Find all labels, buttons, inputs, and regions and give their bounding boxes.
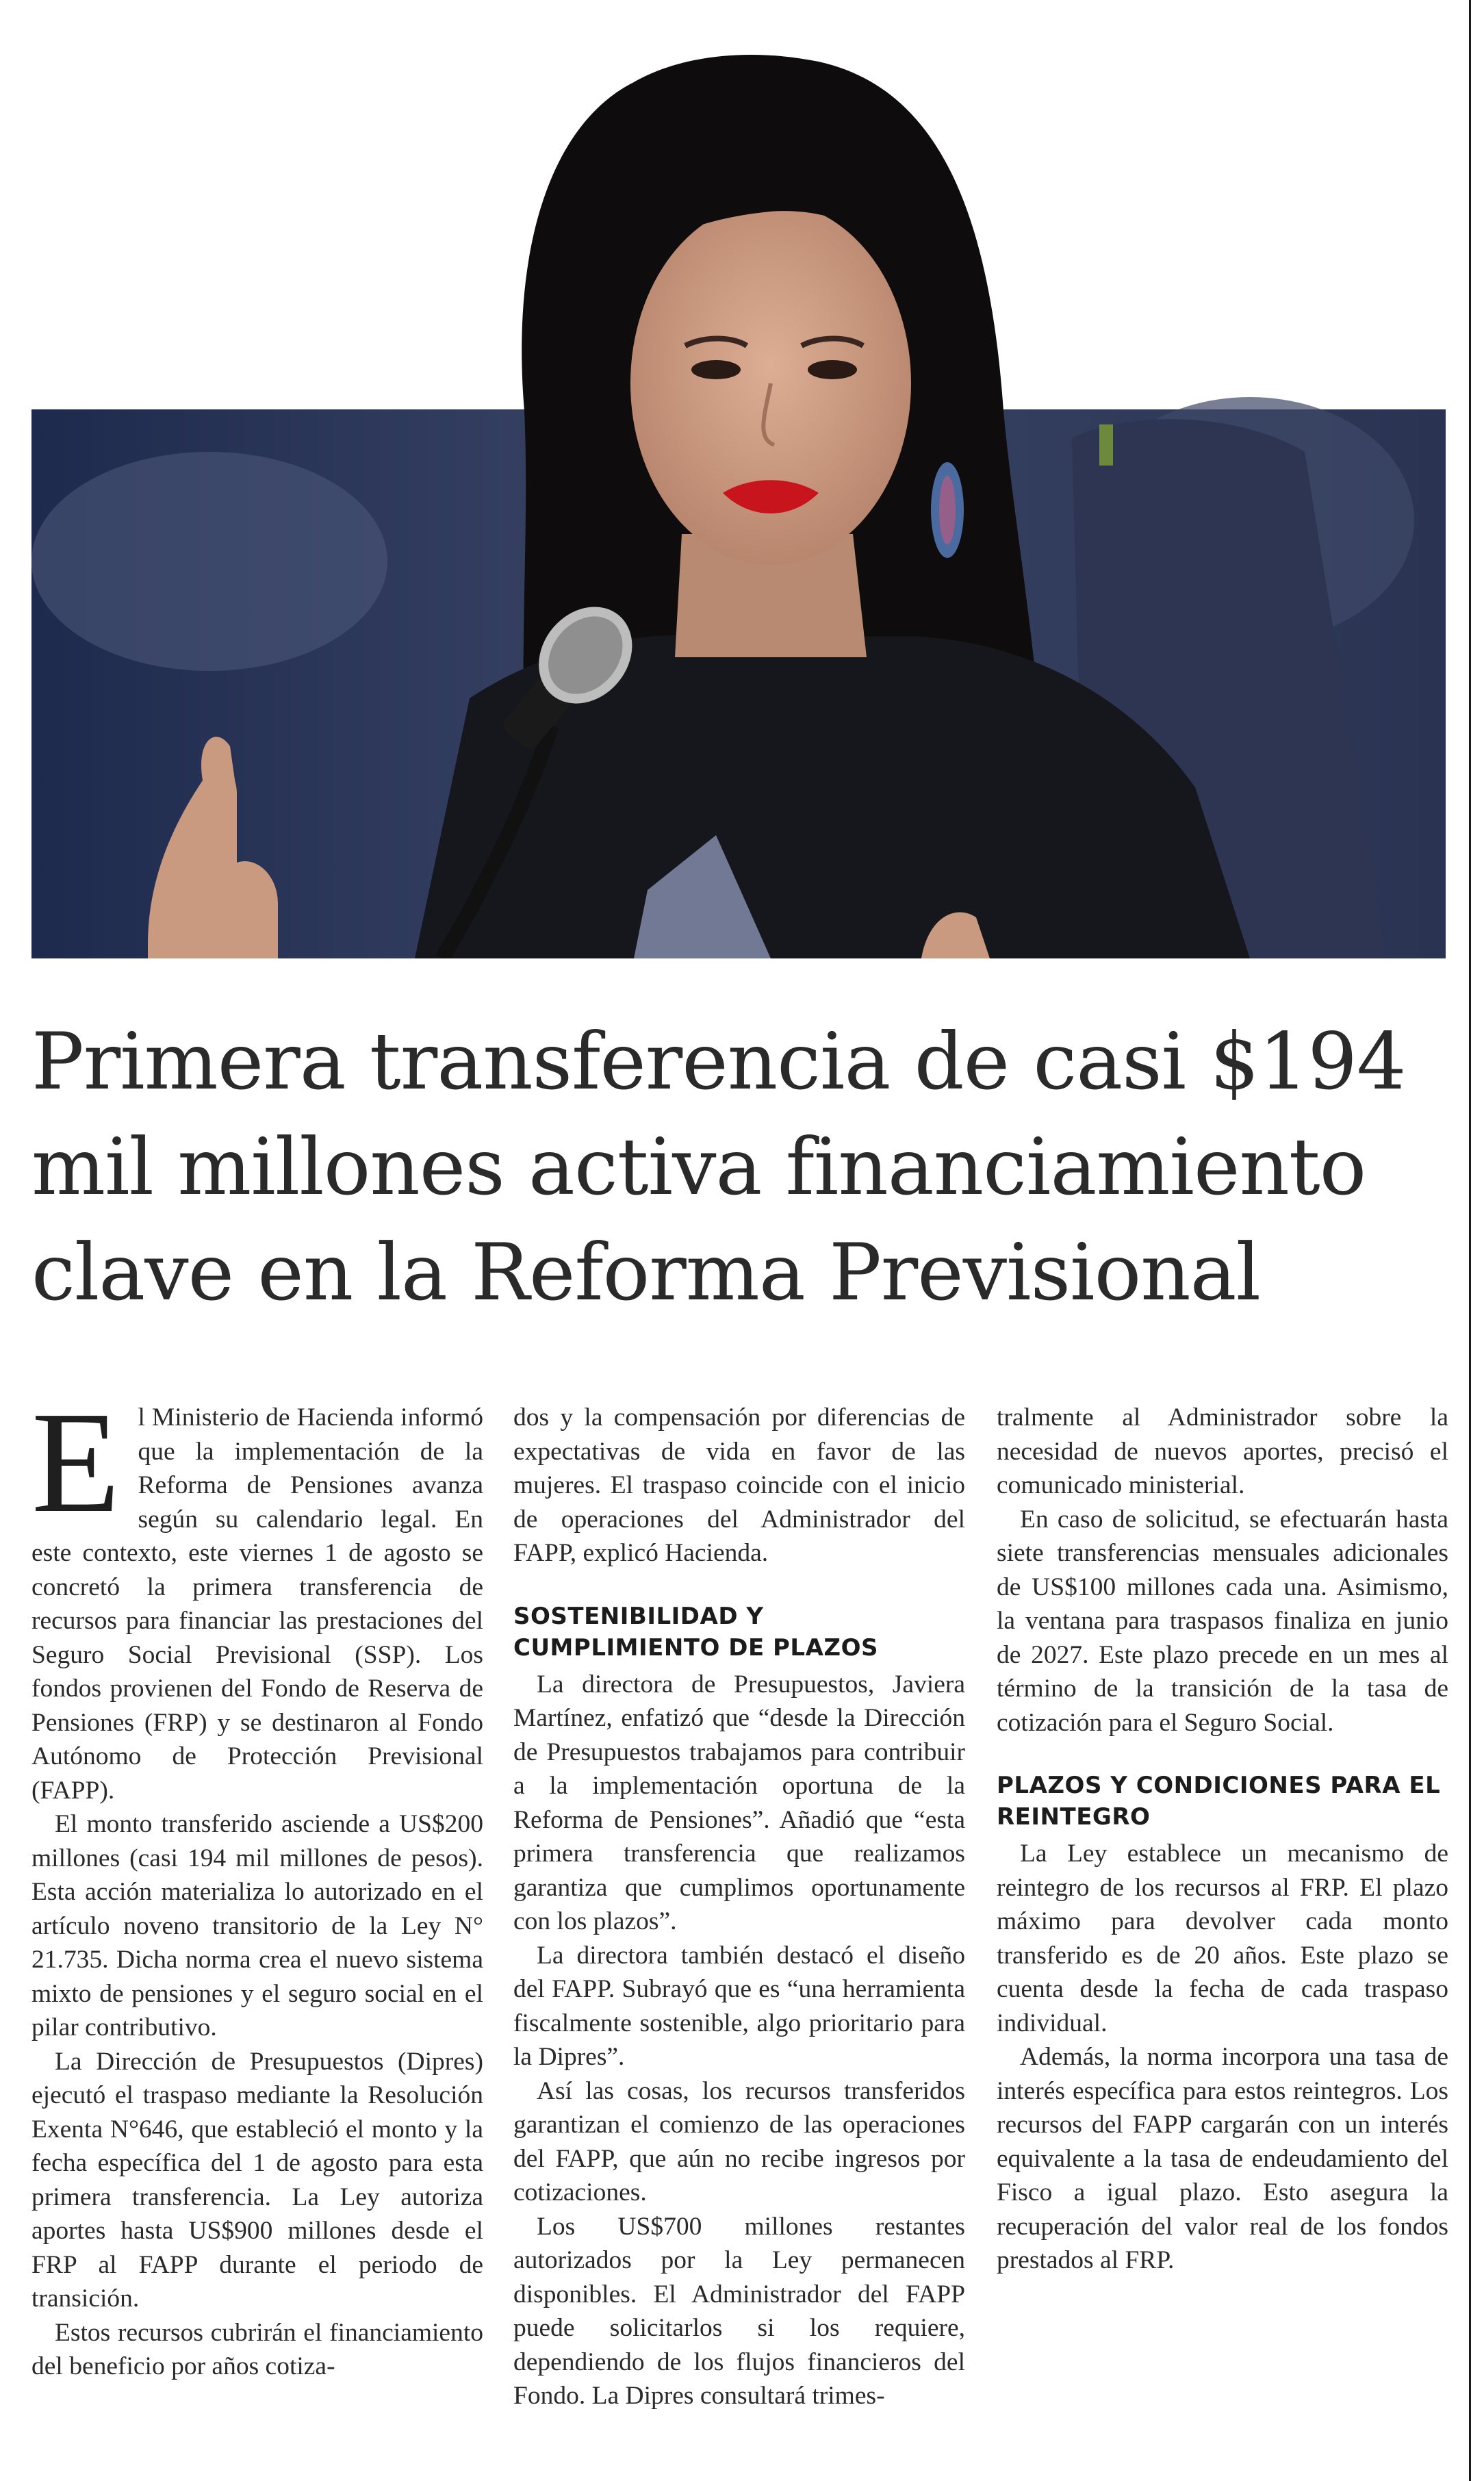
paragraph: dos y la compensación por diferencias de expectativas de vida en favor de las mujeres. El traspaso coincide con el inicio de operaciones del Administrador del FAPP, explicó Hacienda. <box>513 1403 965 1567</box>
section-subhead: SOSTENIBILIDAD Y CUMPLIMIENTO DE PLAZOS <box>513 1602 878 1662</box>
paragraph: La directora de Presupuestos, Javiera Martínez, enfatizó que “desde la Dirección de Presupuestos trabajamos para contribuir a la implementación oportuna de la Reforma de Pensiones”. Añadió que “esta primera transferencia que realizamos garantiza que cumplimos oportunamente con los plazos”. <box>513 1670 965 1935</box>
page-edge-rule <box>1469 0 1471 2481</box>
article-column-1 <box>31 1401 483 2469</box>
paragraph: En caso de solicitud, se efectuarán hasta siete transferencias mensuales adicionales de US$100 millones cada una. Asimismo, la ventana para traspasos finaliza en junio de 2027. Este plazo precede en un mes al término de la transición de la tasa de cotización para el Seguro Social. <box>997 1505 1448 1737</box>
paragraph: El Ministerio de Hacienda informó que la implementación de la Reforma de Pensiones avanza según su calendario legal. En este contexto, este viernes 1 de agosto se concretó la primera transferencia de recursos para financiar las prestaciones del Seguro Social Previsional (SSP). Los fondos provienen del Fondo de Reserva de Pensiones (FRP) y se destinaron al Fondo Autónomo de Protección Previsional (FAPP). <box>31 1401 483 1805</box>
paragraph: Así las cosas, los recursos transferidos garantizan el comienzo de las operaciones del FAPP, que aún no recibe ingresos por cotizaciones. <box>513 2076 965 2206</box>
paragraph: Estos recursos cubrirán el financiamiento del beneficio por años cotiza- <box>31 2318 483 2380</box>
paragraph: tralmente al Administrador sobre la necesidad de nuevos aportes, precisó el comunicado ministerial. <box>997 1403 1448 1499</box>
article-column-2 <box>513 1401 965 2469</box>
paragraph: Además, la norma incorpora una tasa de interés específica para estos reintegros. Los recursos del FAPP cargarán con un interés equivalente a la tasa de endeudamiento del Fisco a igual plazo. Esto asegura la recuperación del valor real de los fondos prestados al FRP. <box>997 2043 1448 2274</box>
paragraph: La Dirección de Presupuestos (Dipres) ejecutó el traspaso mediante la Resolución Exenta N°646, que estableció el monto y la fecha específica del 1 de agosto para esta primera transferencia. La Ley autoriza aportes hasta US$900 millones desde el FRP al FAPP durante el periodo de transición. <box>31 2047 483 2313</box>
article-column-3 <box>997 1401 1448 2469</box>
article-photo <box>31 0 1446 958</box>
paragraph: La directora también destacó el diseño del FAPP. Subrayó que es “una herramienta fiscalmente sostenible, algo prioritario para la Dipres”. <box>513 1941 965 2071</box>
article-headline: Primera transferencia de casi $194 mil millones activa financiamiento clave en la Reforma Previsional <box>31 1016 1406 1318</box>
paragraph: Los US$700 millones restantes autorizados por la Ley permanecen disponibles. El Administrador del FAPP puede solicitarlos si los requiere, dependiendo de los flujos financieros del Fondo. La Dipres consultará trimes- <box>513 2212 965 2410</box>
paragraph: El monto transferido asciende a US$200 millones (casi 194 mil millones de pesos). Esta acción materializa lo autorizado en el artículo noveno transitorio de la Ley N° 21.735. Dicha norma crea el nuevo sistema mixto de pensiones y el seguro social en el pilar contributivo. <box>31 1810 483 2041</box>
section-subhead: PLAZOS Y CONDICIONES PARA EL REINTEGRO <box>997 1772 1441 1831</box>
drop-cap: E <box>31 1401 120 1542</box>
paragraph: La Ley establece un mecanismo de reintegro de los recursos al FRP. El plazo máximo para devolver cada monto transferido es de 20 años. Este plazo se cuenta desde la fecha de cada traspaso individual. <box>997 1840 1448 2037</box>
